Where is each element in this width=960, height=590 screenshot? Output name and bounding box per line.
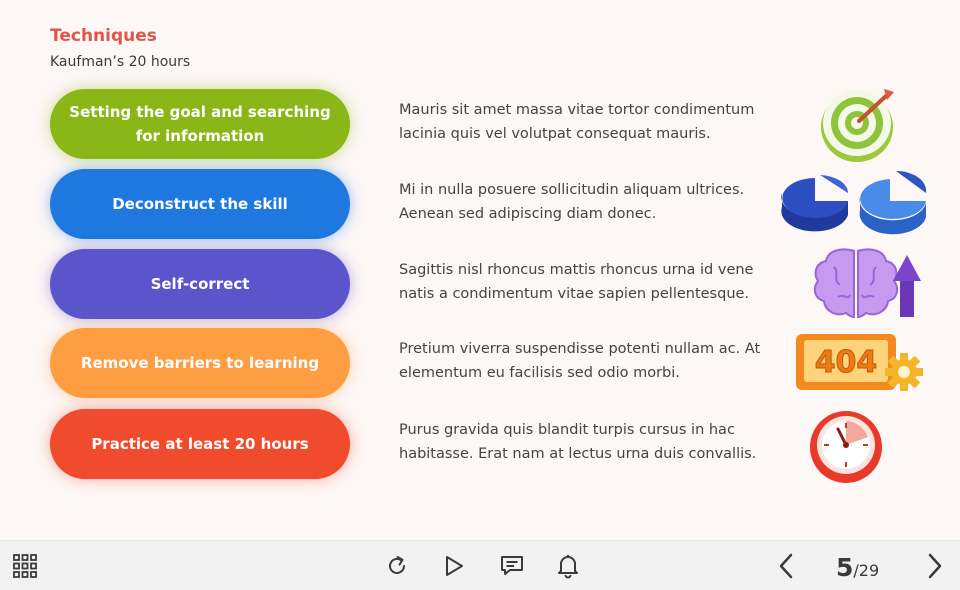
player-toolbar (0, 540, 960, 590)
technique-row (0, 409, 960, 479)
replay-icon[interactable] (382, 551, 412, 581)
error-code-text: 404 (814, 345, 878, 380)
header (50, 26, 190, 70)
technique-row (0, 328, 960, 398)
page-title: Techniques (50, 26, 157, 46)
error-404-icon (780, 322, 930, 406)
technique-button-practice[interactable]: Practice at least 20 hours (50, 409, 350, 479)
chevron-right-icon[interactable] (920, 551, 950, 581)
target-icon (780, 83, 930, 167)
technique-description: Mi in nulla posuere sollicitudin aliquam ultrices. Aenean sed adipiscing diam donec. (399, 182, 745, 222)
grid-menu-icon[interactable] (10, 551, 40, 581)
technique-button-self-correct[interactable]: Self-correct (50, 249, 350, 319)
play-icon[interactable] (439, 551, 469, 581)
chevron-left-icon[interactable] (771, 551, 801, 581)
total-pages: /29 (853, 561, 880, 580)
technique-description: Pretium viverra suspendisse potenti nullam ac. At elementum eu facilisis sed odio morbi. (399, 341, 761, 381)
page-subtitle: Kaufman’s 20 hours (50, 54, 191, 70)
brain-up-icon (780, 243, 930, 327)
technique-description: Sagittis nisl rhoncus mattis rhoncus urna id vene natis a condimentum vitae sapien pellentesque. (399, 262, 754, 302)
technique-button-remove-barriers[interactable]: Remove barriers to learning (50, 328, 350, 398)
technique-row (0, 89, 960, 159)
current-page: 5 (836, 553, 854, 582)
technique-row (0, 249, 960, 319)
technique-row (0, 169, 960, 239)
page-indicator (836, 553, 879, 582)
technique-description: Purus gravida quis blandit turpis cursus in hac habitasse. Erat nam at lectus urna duis convallis. (399, 422, 757, 462)
pie-pieces-icon (780, 163, 930, 247)
technique-button-goal[interactable]: Setting the goal and searching for information (50, 89, 350, 159)
stopwatch-icon (780, 403, 930, 487)
comment-icon[interactable] (497, 551, 527, 581)
bell-icon[interactable] (553, 551, 583, 581)
technique-description: Mauris sit amet massa vitae tortor condimentum lacinia quis vel volutpat consequat mauris. (399, 102, 755, 142)
technique-button-deconstruct[interactable]: Deconstruct the skill (50, 169, 350, 239)
